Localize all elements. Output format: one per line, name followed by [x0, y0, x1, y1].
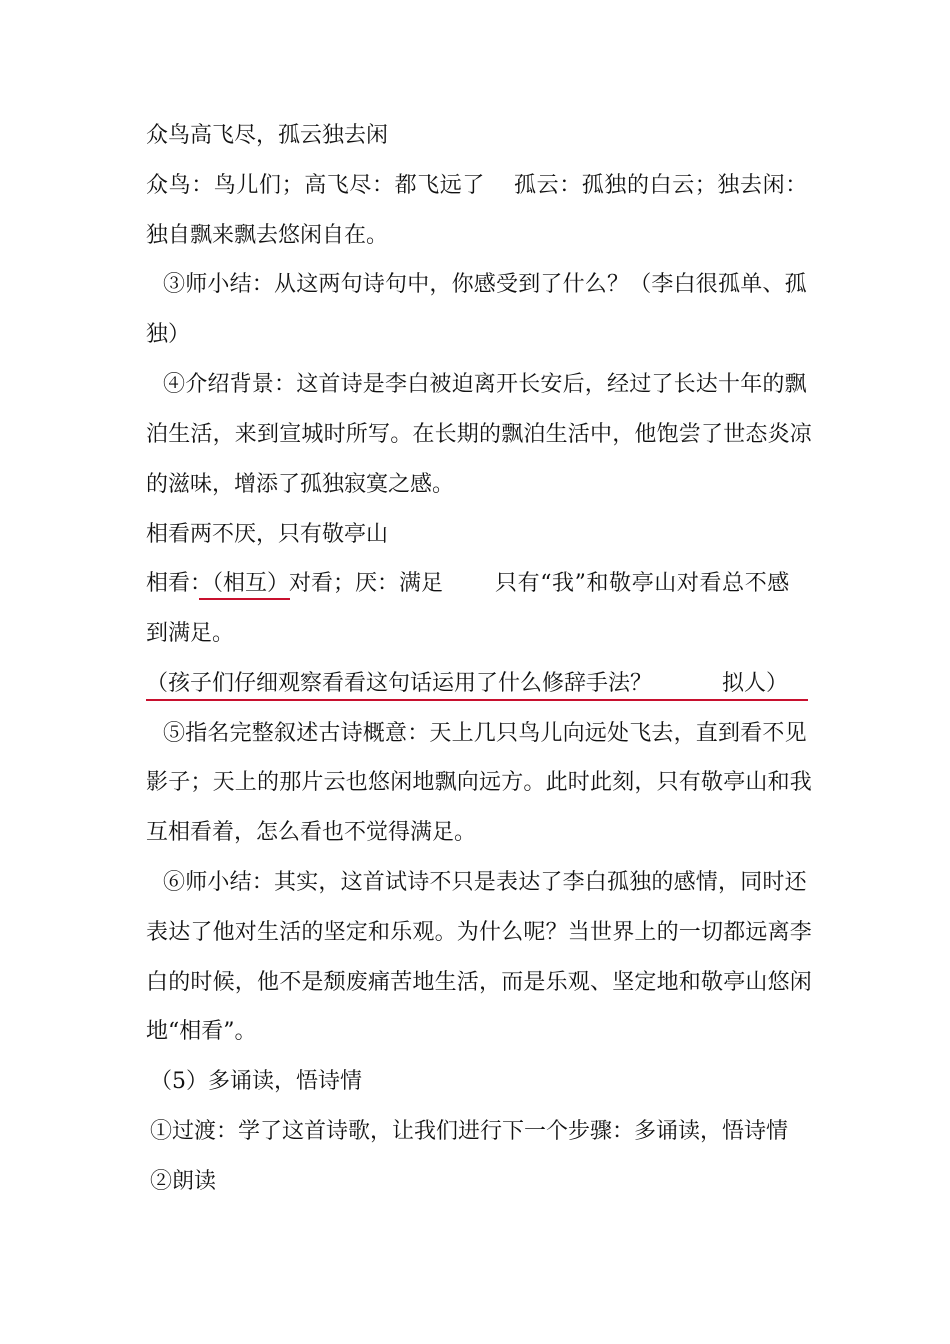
poem-line-1: 众鸟高飞尽，孤云独去闲	[146, 123, 389, 148]
annotation-line-4: 到满足。	[146, 621, 235, 646]
reading-line: ②朗读	[150, 1169, 217, 1194]
background-line-1: ④介绍背景：这首诗是李白被迫离开长安后，经过了长达十年的飘	[163, 372, 807, 397]
summary-6-line-4: 地“相看”。	[146, 1019, 257, 1044]
transition-line: ①过渡：学了这首诗歌，让我们进行下一个步骤：多诵读，悟诗情	[150, 1119, 789, 1144]
annotation-line-2: 独自飘来飘去悠闲自在。	[146, 223, 389, 248]
red-underline-short	[199, 598, 290, 600]
background-line-2: 泊生活，来到宣城时所写。在长期的飘泊生活中，他饱尝了世态炎凉	[146, 422, 813, 447]
background-line-3: 的滋味，增添了孤独寂寞之感。	[146, 472, 455, 497]
annotation-line-1a: 众鸟：鸟儿们；高飞尽：都飞远了	[146, 173, 486, 198]
annotation-line-3a: 相看：（相互）对看；厌：满足	[146, 571, 444, 596]
summary-3-line-2: 独）	[146, 322, 191, 347]
summary-6-line-1: ⑥师小结：其实，这首试诗不只是表达了李白孤独的感情，同时还	[163, 870, 807, 895]
summary-6-line-3: 白的时候，他不是颓废痛苦地生活，而是乐观、坚定地和敬亭山悠闲	[146, 970, 813, 995]
rhetoric-question: （孩子们仔细观察看看这句话运用了什么修辞手法？	[146, 671, 653, 696]
overview-line-2: 影子；天上的那片云也悠闲地飘向远方。此时此刻，只有敬亭山和我	[146, 770, 813, 795]
overview-line-3: 互相看着，怎么看也不觉得满足。	[146, 820, 477, 845]
red-underline-long	[146, 699, 808, 701]
annotation-line-3b: 只有“我”和敬亭山对看总不感	[495, 571, 790, 596]
poem-line-2: 相看两不厌，只有敬亭山	[146, 522, 389, 547]
section-heading-5: （5）多诵读，悟诗情	[150, 1069, 362, 1094]
summary-6-line-2: 表达了他对生活的坚定和乐观。为什么呢？当世界上的一切都远离李	[146, 920, 813, 945]
rhetoric-answer: 拟人）	[722, 671, 789, 696]
overview-line-1: ⑤指名完整叙述古诗概意：天上几只鸟儿向远处飞去，直到看不见	[163, 721, 807, 746]
summary-3-line-1: ③师小结：从这两句诗句中，你感受到了什么？（李白很孤单、孤	[163, 272, 807, 297]
annotation-line-1b: 孤云：孤独的白云；独去闲：	[514, 173, 808, 198]
